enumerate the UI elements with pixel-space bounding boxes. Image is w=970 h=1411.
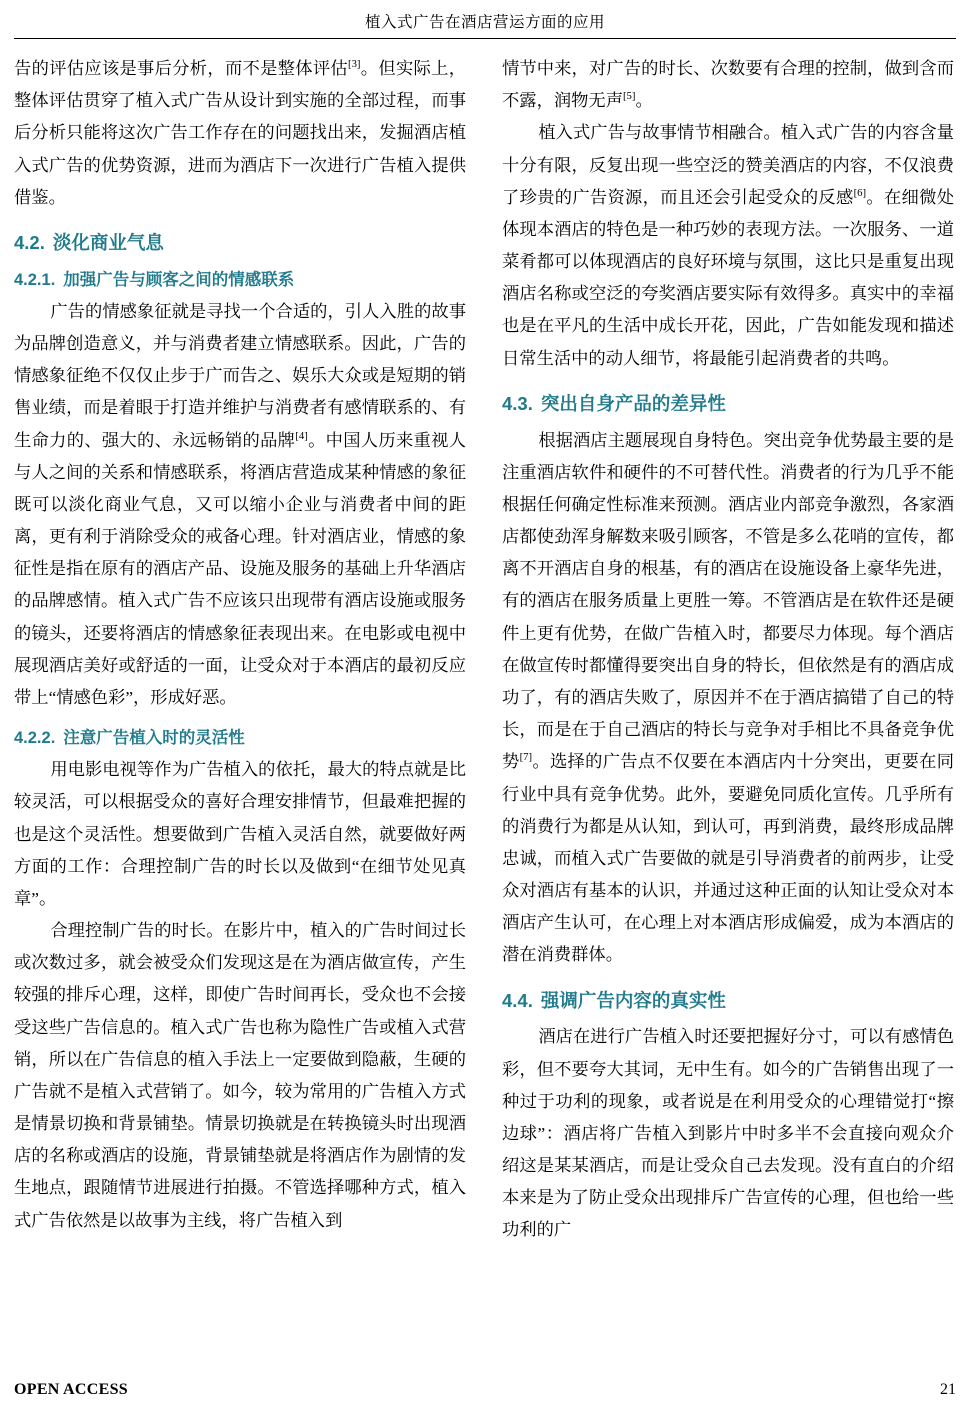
section-heading-4-4: [502, 988, 954, 1014]
header-divider: [14, 38, 956, 39]
paragraph: 合理控制广告的时长。在影片中，植入的广告时间过长或次数过多，就会被受众们发现这是在为酒店做宣传，产生较强的排斥心理，这样，即使广告时间再长，受众也不会接受这些广告信息的。植入式广告也称为隐性广告或植入式营销，所以在广告信息的植入手法上一定要做到隐蔽，生硬的广告就不是植入式营销了。如今，较为常用的广告植入方式是情景切换和背景铺垫。情景切换就是在转换镜头时出现酒店的名称或酒店的设施，背景铺垫就是将酒店作为剧情的发生地点，跟随情节进展进行拍摄。不管选择哪种方式，植入式广告依然是以故事为主线，将广告植入到: [14, 921, 466, 1230]
section-number: 4.2.: [14, 231, 45, 253]
section-number: 4.3.: [502, 392, 533, 414]
paragraph: 用电影电视等作为广告植入的依托，最大的特点就是比较灵活，可以根据受众的喜好合理安排情节，但最难把握的也是这个灵活性。想要做到广告植入灵活自然，就要做好两方面的工作：合理控制广告的时长以及做到“在细节处见真章”。: [14, 760, 466, 908]
section-title: 强调广告内容的真实性: [540, 989, 726, 1011]
page-footer: [14, 1381, 956, 1399]
paragraph: 广告的情感象征就是寻找一个合适的，引人入胜的故事为品牌创造意义，并与消费者建立情感联系。因此，广告的情感象征绝不仅仅止步于广而告之、娱乐大众或是短期的销售业绩，而是着眼于打造并维护与消费者有感情联系的、有生命力的、强大的、永远畅销的品牌[4]。中国人历来重视人与人之间的关系和情感联系，将酒店营造成某种情感的象征既可以淡化商业气息，又可以缩小企业与消费者中间的距离，更有利于消除受众的戒备心理。针对酒店业，情感的象征性是指在原有的酒店产品、设施及服务的基础上升华酒店的品牌感情。植入式广告不应该只出现带有酒店设施或服务的镜头，还要将酒店的情感象征表现出来。在电影或电视中展现酒店美好或舒适的一面，让受众对于本酒店的最初反应带上“情感色彩”，形成好恶。: [14, 301, 466, 707]
subsection-title: 注意广告植入时的灵活性: [63, 729, 245, 748]
section-heading-4-3: [502, 391, 954, 417]
page-number: 21: [940, 1381, 956, 1398]
running-head: 植入式广告在酒店营运方面的应用: [364, 14, 605, 31]
two-column-body: [14, 53, 956, 1247]
section-title: 突出自身产品的差异性: [540, 392, 726, 414]
left-column: [14, 53, 466, 1237]
right-column: [502, 53, 954, 1247]
paragraph: 植入式广告与故事情节相融合。植入式广告的内容含量十分有限，反复出现一些空泛的赞美酒店的内容，不仅浪费了珍贵的广告资源，而且还会引起受众的反感[6]。在细微处体现本酒店的特色是一种巧妙的表现方法。一次服务、一道菜肴都可以体现酒店的良好环境与氛围，这比只是重复出现酒店名称或空泛的夸奖酒店要实际有效得多。真实中的幸福也是在平凡的生活中成长开花，因此，广告如能发现和描述日常生活中的动人细节，将最能引起消费者的共鸣。: [502, 123, 954, 368]
subsection-title: 加强广告与顾客之间的情感联系: [63, 270, 295, 289]
subsection-number: 4.2.1.: [14, 270, 56, 289]
section-heading-4-2: [14, 230, 466, 256]
subsection-heading-4-2-1: [14, 269, 466, 292]
open-access-label: OPEN ACCESS: [14, 1381, 128, 1398]
paragraph: 情节中来，对广告的时长、次数要有合理的控制，做到含而不露，润物无声[5]。: [502, 59, 954, 111]
section-number: 4.4.: [502, 989, 533, 1011]
paragraph: 根据酒店主题展现自身特色。突出竞争优势最主要的是注重酒店软件和硬件的不可替代性。消费者的行为几乎不能根据任何确定性标准来预测。酒店业内部竞争激烈，各家酒店都使劲浑身解数来吸引顾客，不管是多么花哨的宣传，都离不开酒店自身的根基，有的酒店在设施设备上豪华先进，有的酒店在服务质量上更胜一筹。不管酒店是在软件还是硬件上更有优势，在做广告植入时，都要尽力体现。每个酒店在做宣传时都懂得要突出自身的特长，但依然是有的酒店成功了，有的酒店失败了，原因并不在于酒店搞错了自己的特长，而是在于自己酒店的特长与竞争对手相比不具备竞争优势[7]。选择的广告点不仅要在本酒店内十分突出，更要在同行业中具有竞争优势。此外，要避免同质化宣传。几乎所有的消费行为都是从认知，到认可，再到消费，最终形成品牌忠诚，而植入式广告要做的就是引导消费者的前两步，让受众对酒店有基本的认识，并通过这种正面的认知让受众对本酒店产生认可，在心理上对本酒店形成偏爱，成为本酒店的潜在消费群体。: [502, 430, 954, 965]
subsection-heading-4-2-2: [14, 727, 466, 750]
paragraph: 告的评估应该是事后分析，而不是整体评估[3]。但实际上，整体评估贯穿了植入式广告从设计到实施的全部过程，而事后分析只能将这次广告工作存在的问题找出来，发掘酒店植入式广告的优势资源，进而为酒店下一次进行广告植入提供借鉴。: [14, 58, 466, 207]
subsection-number: 4.2.2.: [14, 729, 56, 748]
section-title: 淡化商业气息: [52, 231, 164, 253]
paragraph: 酒店在进行广告植入时还要把握好分寸，可以有感情色彩，但不要夸大其词，无中生有。如今的广告销售出现了一种过于功利的现象，或者说是在利用受众的心理错觉打“擦边球”：酒店将广告植入到影片中时多半不会直接向观众介绍这是某某酒店，而是让受众自己去发现。没有直白的介绍本来是为了防止受众出现排斥广告宣传的心理，但也给一些功利的广: [502, 1027, 954, 1240]
